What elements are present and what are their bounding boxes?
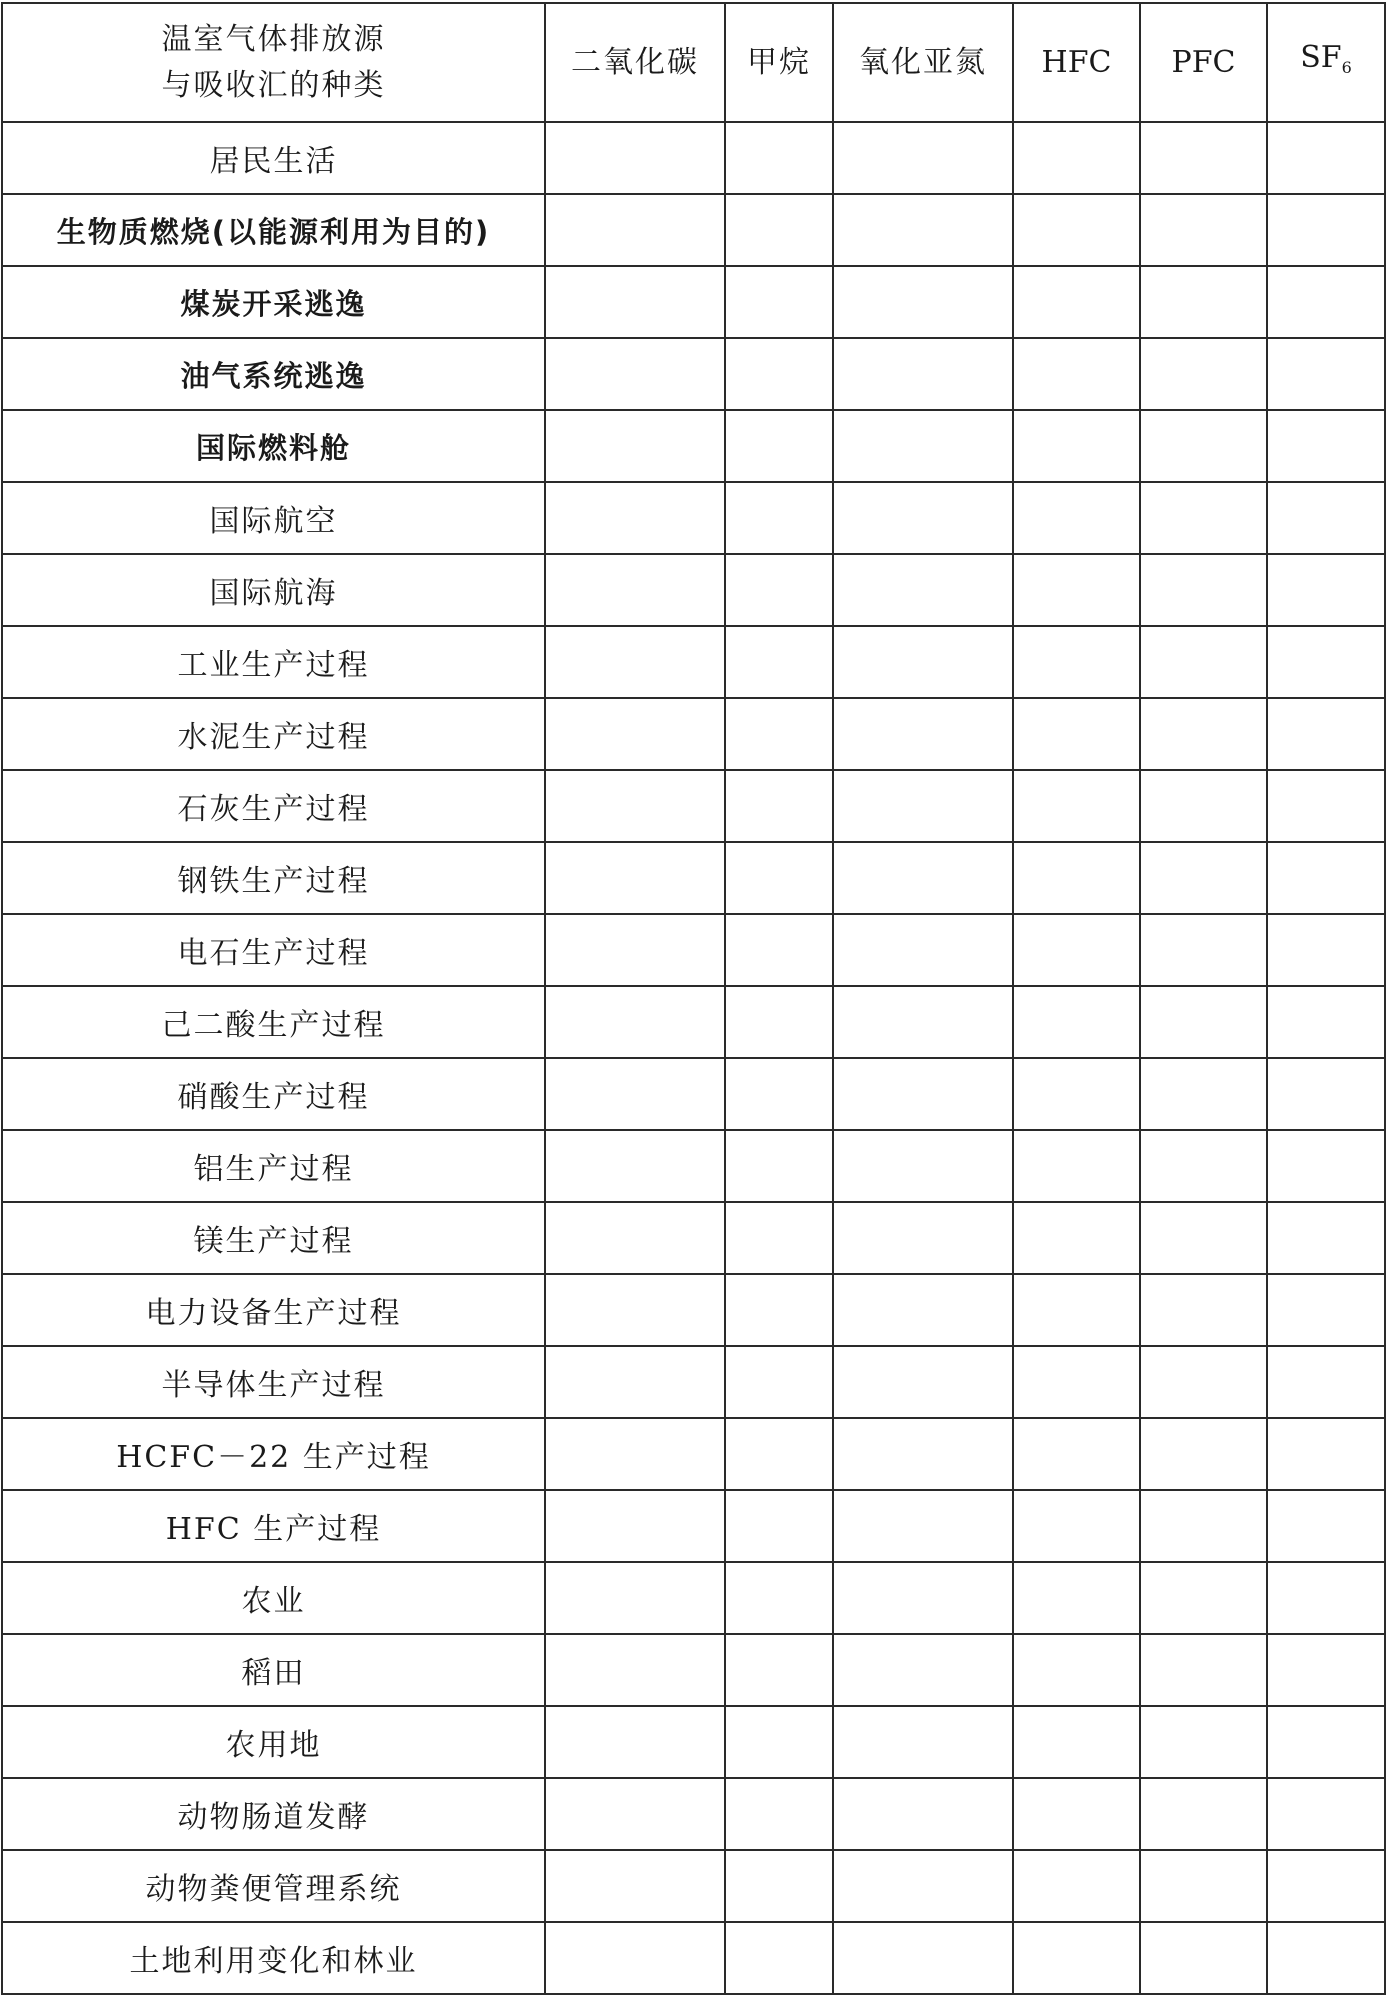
empty-cell-n2o xyxy=(833,338,1013,410)
table-row xyxy=(2,194,1385,266)
empty-cell-n2o xyxy=(833,1418,1013,1490)
empty-cell-n2o xyxy=(833,1850,1013,1922)
empty-cell-co2 xyxy=(545,1490,725,1562)
row-category-label: 国际航海 xyxy=(209,576,338,611)
empty-cell-co2 xyxy=(545,554,725,626)
row-category-label: 工业生产过程 xyxy=(177,648,370,683)
empty-cell-ch4 xyxy=(725,1130,833,1202)
table-row xyxy=(2,1418,1385,1490)
empty-cell-n2o xyxy=(833,626,1013,698)
empty-cell-pfc xyxy=(1140,986,1267,1058)
empty-cell-co2 xyxy=(545,986,725,1058)
empty-cell-hfc xyxy=(1013,914,1140,986)
empty-cell-co2 xyxy=(545,914,725,986)
empty-cell-pfc xyxy=(1140,1274,1267,1346)
header-gas-n2o: 氧化亚氮 xyxy=(833,3,1013,122)
header-gas-ch4: 甲烷 xyxy=(725,3,833,122)
row-category-label: 土地利用变化和林业 xyxy=(129,1944,418,1979)
header-gas-hfc: HFC xyxy=(1013,3,1140,122)
row-category-label: 水泥生产过程 xyxy=(177,720,370,755)
empty-cell-ch4 xyxy=(725,1490,833,1562)
row-category-label: 镁生产过程 xyxy=(193,1224,354,1259)
empty-cell-hfc xyxy=(1013,626,1140,698)
empty-cell-hfc xyxy=(1013,410,1140,482)
row-category-cell xyxy=(2,1562,545,1634)
row-category-label: 石灰生产过程 xyxy=(177,792,370,827)
table-row xyxy=(2,842,1385,914)
header-gas-co2: 二氧化碳 xyxy=(545,3,725,122)
row-category-label: 农业 xyxy=(241,1584,306,1619)
row-category-cell xyxy=(2,410,545,482)
empty-cell-ch4 xyxy=(725,1850,833,1922)
empty-cell-ch4 xyxy=(725,266,833,338)
row-category-cell xyxy=(2,1490,545,1562)
empty-cell-ch4 xyxy=(725,410,833,482)
empty-cell-hfc xyxy=(1013,1778,1140,1850)
empty-cell-pfc xyxy=(1140,1634,1267,1706)
empty-cell-hfc xyxy=(1013,1274,1140,1346)
empty-cell-hfc xyxy=(1013,1706,1140,1778)
header-gas-sf6: $SF_6$ xyxy=(1267,3,1385,122)
empty-cell-sf6 xyxy=(1267,482,1385,554)
empty-cell-pfc xyxy=(1140,842,1267,914)
empty-cell-co2 xyxy=(545,1058,725,1130)
table-row xyxy=(2,626,1385,698)
empty-cell-hfc xyxy=(1013,338,1140,410)
empty-cell-sf6 xyxy=(1267,698,1385,770)
empty-cell-co2 xyxy=(545,1346,725,1418)
empty-cell-ch4 xyxy=(725,1058,833,1130)
table-body xyxy=(2,122,1385,1994)
empty-cell-sf6 xyxy=(1267,1562,1385,1634)
sf6-subscript: 6 xyxy=(1341,57,1352,77)
table-row xyxy=(2,770,1385,842)
empty-cell-hfc xyxy=(1013,1922,1140,1994)
empty-cell-co2 xyxy=(545,1850,725,1922)
empty-cell-sf6 xyxy=(1267,842,1385,914)
empty-cell-pfc xyxy=(1140,410,1267,482)
empty-cell-ch4 xyxy=(725,338,833,410)
table-row xyxy=(2,986,1385,1058)
empty-cell-co2 xyxy=(545,842,725,914)
empty-cell-hfc xyxy=(1013,1202,1140,1274)
header-category-line2: 与吸收汇的种类 xyxy=(161,67,386,103)
row-category-cell xyxy=(2,1418,545,1490)
empty-cell-n2o xyxy=(833,770,1013,842)
empty-cell-n2o xyxy=(833,986,1013,1058)
empty-cell-n2o xyxy=(833,194,1013,266)
empty-cell-co2 xyxy=(545,698,725,770)
empty-cell-co2 xyxy=(545,1418,725,1490)
empty-cell-pfc xyxy=(1140,1778,1267,1850)
empty-cell-ch4 xyxy=(725,1418,833,1490)
row-category-cell xyxy=(2,194,545,266)
empty-cell-ch4 xyxy=(725,1634,833,1706)
row-category-cell xyxy=(2,554,545,626)
row-category-label: 己二酸生产过程 xyxy=(161,1008,386,1043)
row-category-label: 生物质燃烧(以能源利用为目的) xyxy=(56,214,491,249)
empty-cell-n2o xyxy=(833,1130,1013,1202)
empty-cell-co2 xyxy=(545,1274,725,1346)
table-row xyxy=(2,698,1385,770)
empty-cell-co2 xyxy=(545,1706,725,1778)
empty-cell-hfc xyxy=(1013,122,1140,194)
empty-cell-hfc xyxy=(1013,1562,1140,1634)
row-category-label: 电石生产过程 xyxy=(177,936,370,971)
row-category-cell xyxy=(2,986,545,1058)
empty-cell-co2 xyxy=(545,482,725,554)
empty-cell-sf6 xyxy=(1267,338,1385,410)
empty-cell-n2o xyxy=(833,1490,1013,1562)
empty-cell-hfc xyxy=(1013,1634,1140,1706)
empty-cell-sf6 xyxy=(1267,122,1385,194)
empty-cell-sf6 xyxy=(1267,1850,1385,1922)
empty-cell-ch4 xyxy=(725,1562,833,1634)
empty-cell-hfc xyxy=(1013,1490,1140,1562)
table-row xyxy=(2,410,1385,482)
empty-cell-hfc xyxy=(1013,698,1140,770)
empty-cell-pfc xyxy=(1140,554,1267,626)
empty-cell-sf6 xyxy=(1267,914,1385,986)
empty-cell-n2o xyxy=(833,266,1013,338)
empty-cell-hfc xyxy=(1013,842,1140,914)
table-row xyxy=(2,338,1385,410)
empty-cell-pfc xyxy=(1140,338,1267,410)
empty-cell-ch4 xyxy=(725,1706,833,1778)
empty-cell-sf6 xyxy=(1267,410,1385,482)
empty-cell-pfc xyxy=(1140,1418,1267,1490)
row-category-cell xyxy=(2,770,545,842)
empty-cell-co2 xyxy=(545,1562,725,1634)
empty-cell-n2o xyxy=(833,1058,1013,1130)
empty-cell-sf6 xyxy=(1267,1418,1385,1490)
empty-cell-ch4 xyxy=(725,1778,833,1850)
empty-cell-sf6 xyxy=(1267,266,1385,338)
table-row xyxy=(2,1634,1385,1706)
empty-cell-pfc xyxy=(1140,1706,1267,1778)
table-row xyxy=(2,914,1385,986)
empty-cell-sf6 xyxy=(1267,1346,1385,1418)
table-header xyxy=(2,3,1385,122)
empty-cell-co2 xyxy=(545,1634,725,1706)
empty-cell-n2o xyxy=(833,914,1013,986)
empty-cell-sf6 xyxy=(1267,986,1385,1058)
empty-cell-n2o xyxy=(833,1202,1013,1274)
table-row xyxy=(2,1922,1385,1994)
empty-cell-ch4 xyxy=(725,1274,833,1346)
empty-cell-pfc xyxy=(1140,122,1267,194)
empty-cell-pfc xyxy=(1140,1202,1267,1274)
row-category-label: 农用地 xyxy=(225,1728,322,1763)
empty-cell-n2o xyxy=(833,698,1013,770)
empty-cell-pfc xyxy=(1140,698,1267,770)
row-category-label: 居民生活 xyxy=(209,144,338,179)
empty-cell-pfc xyxy=(1140,770,1267,842)
row-category-label: 动物粪便管理系统 xyxy=(145,1872,402,1907)
row-category-cell xyxy=(2,1706,545,1778)
row-category-label: 铝生产过程 xyxy=(193,1152,354,1187)
empty-cell-n2o xyxy=(833,842,1013,914)
row-category-label: 钢铁生产过程 xyxy=(177,864,370,899)
row-category-cell xyxy=(2,1850,545,1922)
empty-cell-sf6 xyxy=(1267,1058,1385,1130)
empty-cell-n2o xyxy=(833,410,1013,482)
empty-cell-ch4 xyxy=(725,626,833,698)
row-category-label: 硝酸生产过程 xyxy=(177,1080,370,1115)
empty-cell-n2o xyxy=(833,1562,1013,1634)
row-category-cell xyxy=(2,626,545,698)
empty-cell-hfc xyxy=(1013,482,1140,554)
row-category-label: 动物肠道发酵 xyxy=(177,1800,370,1835)
row-category-cell xyxy=(2,914,545,986)
table-row xyxy=(2,1058,1385,1130)
empty-cell-hfc xyxy=(1013,1418,1140,1490)
table-row xyxy=(2,1346,1385,1418)
empty-cell-sf6 xyxy=(1267,1634,1385,1706)
empty-cell-pfc xyxy=(1140,626,1267,698)
row-category-cell xyxy=(2,1346,545,1418)
table-row xyxy=(2,1202,1385,1274)
table-row xyxy=(2,1562,1385,1634)
empty-cell-co2 xyxy=(545,1922,725,1994)
empty-cell-ch4 xyxy=(725,698,833,770)
row-category-cell xyxy=(2,842,545,914)
row-category-cell xyxy=(2,1058,545,1130)
empty-cell-sf6 xyxy=(1267,770,1385,842)
row-category-label: 稻田 xyxy=(241,1656,306,1691)
row-category-cell xyxy=(2,266,545,338)
row-category-label: HCFC－22 生产过程 xyxy=(116,1440,431,1475)
empty-cell-ch4 xyxy=(725,1922,833,1994)
empty-cell-ch4 xyxy=(725,986,833,1058)
empty-cell-sf6 xyxy=(1267,1706,1385,1778)
empty-cell-sf6 xyxy=(1267,1130,1385,1202)
row-category-label: 国际燃料舱 xyxy=(195,430,351,465)
empty-cell-pfc xyxy=(1140,482,1267,554)
empty-cell-co2 xyxy=(545,266,725,338)
empty-cell-co2 xyxy=(545,1778,725,1850)
empty-cell-pfc xyxy=(1140,1562,1267,1634)
empty-cell-sf6 xyxy=(1267,194,1385,266)
empty-cell-n2o xyxy=(833,1778,1013,1850)
row-category-label: 半导体生产过程 xyxy=(161,1368,386,1403)
empty-cell-pfc xyxy=(1140,266,1267,338)
empty-cell-ch4 xyxy=(725,770,833,842)
table-row xyxy=(2,266,1385,338)
empty-cell-ch4 xyxy=(725,1346,833,1418)
empty-cell-sf6 xyxy=(1267,626,1385,698)
table-row xyxy=(2,1130,1385,1202)
row-category-label: 油气系统逃逸 xyxy=(180,358,367,393)
empty-cell-co2 xyxy=(545,770,725,842)
row-category-cell xyxy=(2,338,545,410)
header-category xyxy=(2,3,545,122)
row-category-label: 国际航空 xyxy=(209,504,338,539)
empty-cell-ch4 xyxy=(725,122,833,194)
empty-cell-co2 xyxy=(545,122,725,194)
table-row xyxy=(2,482,1385,554)
row-category-cell xyxy=(2,122,545,194)
empty-cell-n2o xyxy=(833,1274,1013,1346)
empty-cell-sf6 xyxy=(1267,1202,1385,1274)
empty-cell-n2o xyxy=(833,1922,1013,1994)
empty-cell-hfc xyxy=(1013,554,1140,626)
empty-cell-hfc xyxy=(1013,266,1140,338)
row-category-cell xyxy=(2,698,545,770)
empty-cell-n2o xyxy=(833,482,1013,554)
empty-cell-co2 xyxy=(545,1130,725,1202)
empty-cell-ch4 xyxy=(725,914,833,986)
empty-cell-hfc xyxy=(1013,194,1140,266)
empty-cell-ch4 xyxy=(725,554,833,626)
empty-cell-n2o xyxy=(833,1634,1013,1706)
header-gas-pfc: PFC xyxy=(1140,3,1267,122)
empty-cell-co2 xyxy=(545,338,725,410)
row-category-label: 电力设备生产过程 xyxy=(145,1296,402,1331)
row-category-cell xyxy=(2,482,545,554)
table-row xyxy=(2,554,1385,626)
empty-cell-co2 xyxy=(545,194,725,266)
empty-cell-ch4 xyxy=(725,842,833,914)
row-category-cell xyxy=(2,1922,545,1994)
empty-cell-sf6 xyxy=(1267,1274,1385,1346)
empty-cell-n2o xyxy=(833,1706,1013,1778)
empty-cell-ch4 xyxy=(725,482,833,554)
row-category-label: 煤炭开采逃逸 xyxy=(180,286,367,321)
empty-cell-hfc xyxy=(1013,986,1140,1058)
empty-cell-pfc xyxy=(1140,1850,1267,1922)
table-row xyxy=(2,1850,1385,1922)
empty-cell-co2 xyxy=(545,410,725,482)
table-row xyxy=(2,1706,1385,1778)
table-row xyxy=(2,1274,1385,1346)
empty-cell-pfc xyxy=(1140,1490,1267,1562)
empty-cell-ch4 xyxy=(725,1202,833,1274)
empty-cell-n2o xyxy=(833,554,1013,626)
empty-cell-hfc xyxy=(1013,770,1140,842)
row-category-label: HFC 生产过程 xyxy=(165,1512,382,1547)
row-category-cell xyxy=(2,1778,545,1850)
empty-cell-sf6 xyxy=(1267,1778,1385,1850)
empty-cell-ch4 xyxy=(725,194,833,266)
header-row xyxy=(2,3,1385,122)
empty-cell-hfc xyxy=(1013,1058,1140,1130)
empty-cell-pfc xyxy=(1140,1058,1267,1130)
table-row xyxy=(2,122,1385,194)
empty-cell-pfc xyxy=(1140,1346,1267,1418)
empty-cell-co2 xyxy=(545,1202,725,1274)
empty-cell-pfc xyxy=(1140,1922,1267,1994)
table-row xyxy=(2,1490,1385,1562)
row-category-cell xyxy=(2,1130,545,1202)
table-row xyxy=(2,1778,1385,1850)
empty-cell-hfc xyxy=(1013,1850,1140,1922)
empty-cell-pfc xyxy=(1140,914,1267,986)
greenhouse-gas-source-table xyxy=(1,2,1386,1995)
empty-cell-pfc xyxy=(1140,194,1267,266)
empty-cell-pfc xyxy=(1140,1130,1267,1202)
empty-cell-n2o xyxy=(833,122,1013,194)
row-category-cell xyxy=(2,1634,545,1706)
empty-cell-hfc xyxy=(1013,1346,1140,1418)
empty-cell-n2o xyxy=(833,1346,1013,1418)
empty-cell-sf6 xyxy=(1267,554,1385,626)
empty-cell-co2 xyxy=(545,626,725,698)
row-category-cell xyxy=(2,1274,545,1346)
empty-cell-sf6 xyxy=(1267,1490,1385,1562)
empty-cell-sf6 xyxy=(1267,1922,1385,1994)
row-category-cell xyxy=(2,1202,545,1274)
empty-cell-hfc xyxy=(1013,1130,1140,1202)
header-category-line1: 温室气体排放源 xyxy=(161,21,386,57)
